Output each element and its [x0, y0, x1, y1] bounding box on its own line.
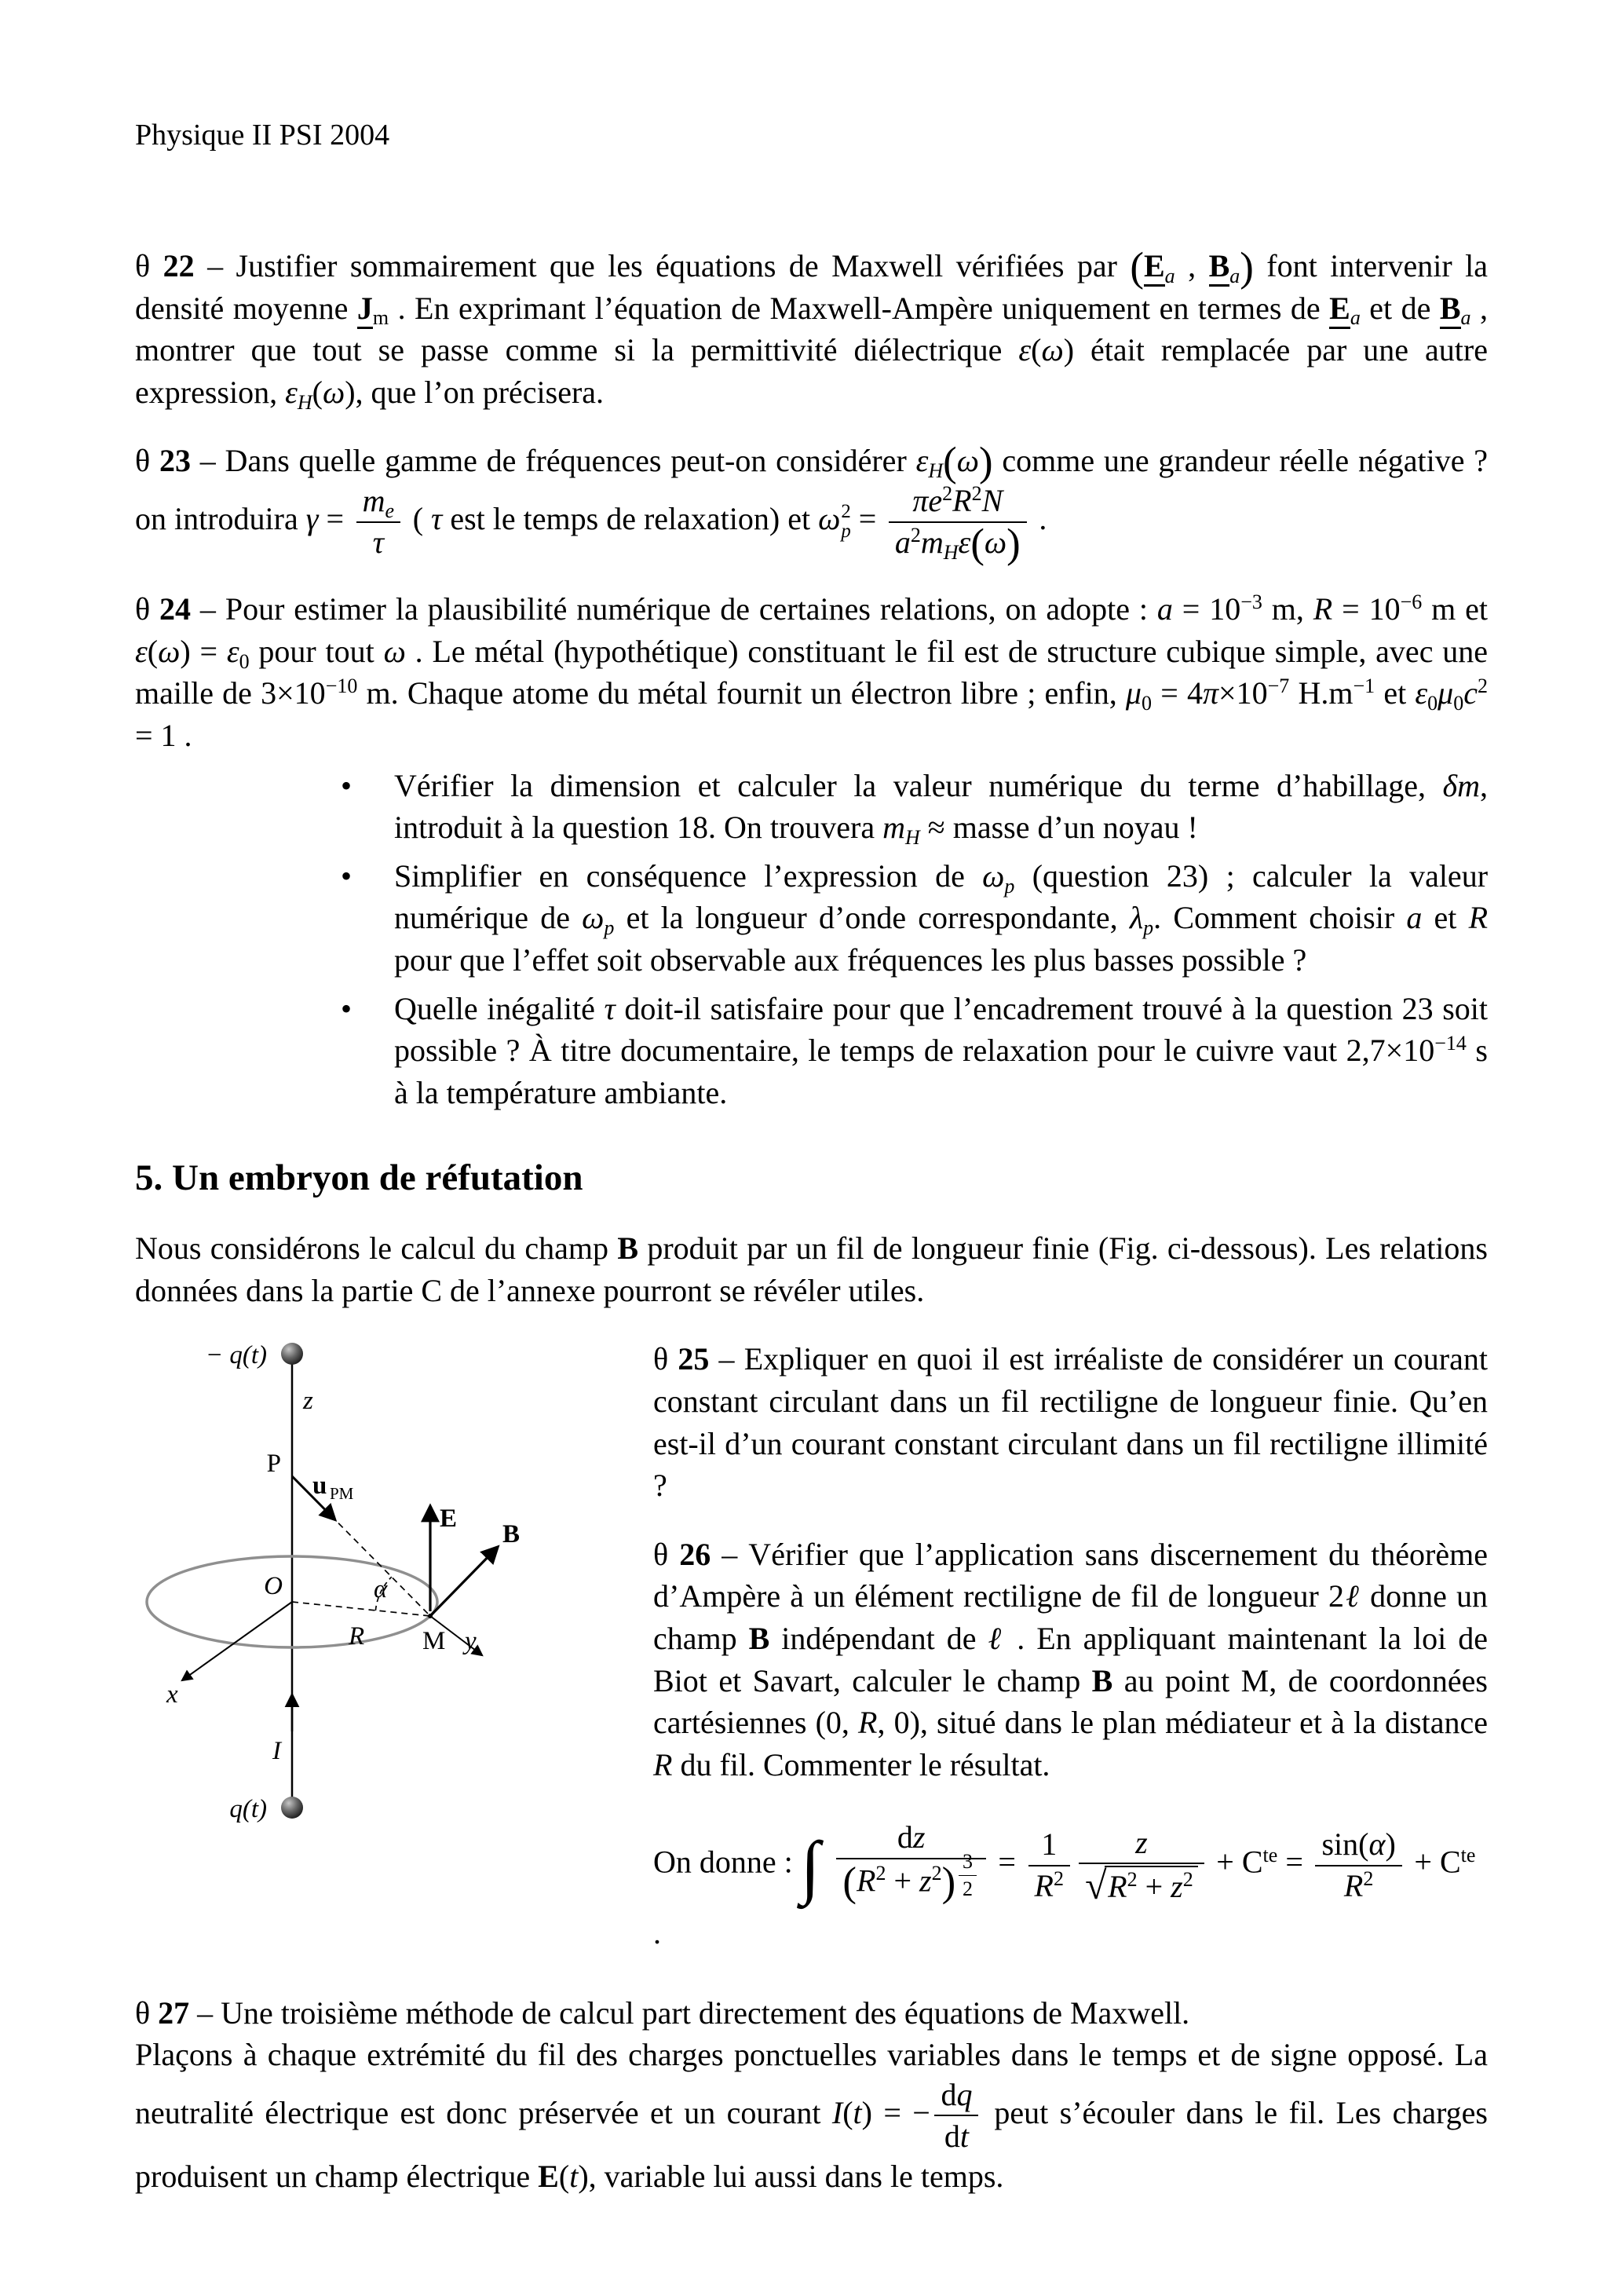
label-z-axis: z — [303, 1387, 313, 1416]
figure-column — [135, 1335, 653, 1954]
label-y-axis: y — [465, 1627, 477, 1656]
question-27-line1: θ 27 – Une troisième méthode de calcul part directement des équations de Maxwell. — [135, 1994, 1190, 2031]
label-origin-O: O — [264, 1572, 283, 1601]
question-24-bullets — [135, 765, 1488, 1114]
axis-x — [182, 1602, 292, 1680]
charge-bottom-sphere — [281, 1797, 303, 1819]
page-header: Physique II PSI 2004 — [135, 119, 390, 152]
given-integral-formula: On donne : ∫ dz $(R^2 + z^2)$ $^{\frac{3}{2}}$ = $\frac{1}{R^2}$ z √ $R^2 + z^2$ + $C^{te}$ = $\frac{\sin(\alpha)}{R^2}$ + $C^{te}$ . — [653, 1819, 1476, 1951]
bullet-icon: • — [341, 990, 353, 1026]
segment-OM-dashed — [292, 1602, 430, 1616]
label-minus-q: − q(t) — [205, 1341, 267, 1370]
vector-B — [430, 1547, 498, 1616]
label-vector-E: E — [440, 1504, 458, 1534]
label-angle-alpha: α — [374, 1575, 388, 1604]
bullet-item — [135, 988, 1488, 1114]
bullet-text: Vérifier la dimension et calculer la valeur numérique du terme d’habillage, δm, introduit à la question 18. On trouvera mH ≈ masse d’un noyau ! — [394, 767, 1488, 849]
label-vector-u-subscript: PM — [330, 1484, 354, 1504]
question-26: θ 26 – Vérifier que l’application sans discernement du théorème d’Ampère à un élément rectiligne de fil de longueur 2ℓ donne un champ B indépendant de ℓ . En appliquant maintenant la loi de Biot et Savart, calculer le champ B au point M, de coordonnées cartésiennes (0, R, 0), situé dans le plan médiateur et à la distance R du fil. Commenter le résultat. — [653, 1536, 1489, 1782]
question-24: θ 24 – Pour estimer la plausibilité numérique de certaines relations, on adopte : $a = 10^{-3}$ m, $R = 10^{-6}$ m et ε(ω) = ε0 pour tout ω . Le métal (hypothétique) constituant le fil est de structure cubique simple, avec une maille de $3\times 10^{-10}$ m. Chaque atome du métal fournit un électron libre ; enfin, $\mu 0 = 4\pi\times 10^{-7}$ $H.m^{-1}$ et $\varepsilon 0\mu 0c^2 = 1$ . — [135, 590, 1489, 753]
question-22: θ 22 – Justifier sommairement que les équations de Maxwell vérifiées par (Ea , Ba) font intervenir la densité moyenne Jm . En exprimant l’équation de Maxwell-Ampère uniquement en termes de Ea et de Ba , montrer que tout se passe comme si la permittivité diélectrique ε(ω) était remplacée par une autre expression, εH(ω), que l’on précisera. — [135, 244, 1489, 414]
section-5-title: 5. Un embryon de réfutation — [135, 1157, 583, 1199]
bullet-text: Quelle inégalité τ doit-il satisfaire pour que l’encadrement trouvé à la question 23 soit possible ? À titre documentaire, le temps de relaxation pour le cuivre vaut $2,7\times 10^{-14}$ s à la température ambiante. — [394, 990, 1488, 1110]
figure-and-questions-row — [135, 1335, 1488, 1954]
bullet-text: Simplifier en conséquence l’expression de ωp (question 23) ; calculer la valeur numérique de ωp et la longueur d’onde correspondante, λp. Comment choisir a et R pour que l’effet soit observable aux fréquences les plus basses possible ? — [394, 857, 1489, 978]
label-vector-u: u — [312, 1472, 327, 1501]
label-x-axis: x — [166, 1680, 178, 1709]
question-27-body: Plaçons à chaque extrémité du fil des charges ponctuelles variables dans le temps et de signe opposé. La neutralité électrique est donc préservée et un courant I(t) = − $\frac{dq}{dt}$ peut s’écouler dans le fil. Les charges produisent un champ électrique E(t), variable lui aussi dans le temps. — [135, 2037, 1488, 2194]
question-23: θ 23 – Dans quelle gamme de fréquences peut-on considérer εH(ω) comme une grandeur réelle négative ? on introduira γ = $\frac{me}{\tau}$ ( τ est le temps de relaxation) et ω 2 p = $\frac{\pi e^2R^2N}{a^2mH\varepsilon(\omega)}$ . — [135, 439, 1489, 567]
point-M-dot — [428, 1614, 433, 1618]
page-body — [135, 118, 1488, 2198]
questions-column — [653, 1335, 1488, 1954]
bullet-icon: • — [341, 767, 353, 803]
bullet-item — [135, 765, 1488, 849]
question-25: θ 25 – Expliquer en quoi il est irréaliste de considérer un courant constant circulant dans un fil rectiligne de longueur finie. Qu’en est-il d’un courant constant circulant dans un fil rectiligne illimité ? — [653, 1341, 1488, 1504]
label-point-M: M — [422, 1627, 446, 1656]
finite-wire-figure — [135, 1335, 637, 1845]
bullet-icon: • — [341, 857, 353, 894]
label-vector-B: B — [502, 1520, 521, 1549]
label-radius-R: R — [349, 1622, 365, 1651]
charge-top-sphere — [281, 1343, 303, 1365]
label-current-I: I — [272, 1737, 281, 1766]
label-point-P: P — [266, 1450, 281, 1479]
label-q: q(t) — [229, 1795, 267, 1824]
bullet-item — [135, 855, 1488, 982]
section-5-intro: Nous considérons le calcul du champ B produit par un fil de longueur finie (Fig. ci-dessous). Les relations données dans la partie C de l’annexe pourront se révéler utiles. — [135, 1230, 1488, 1308]
